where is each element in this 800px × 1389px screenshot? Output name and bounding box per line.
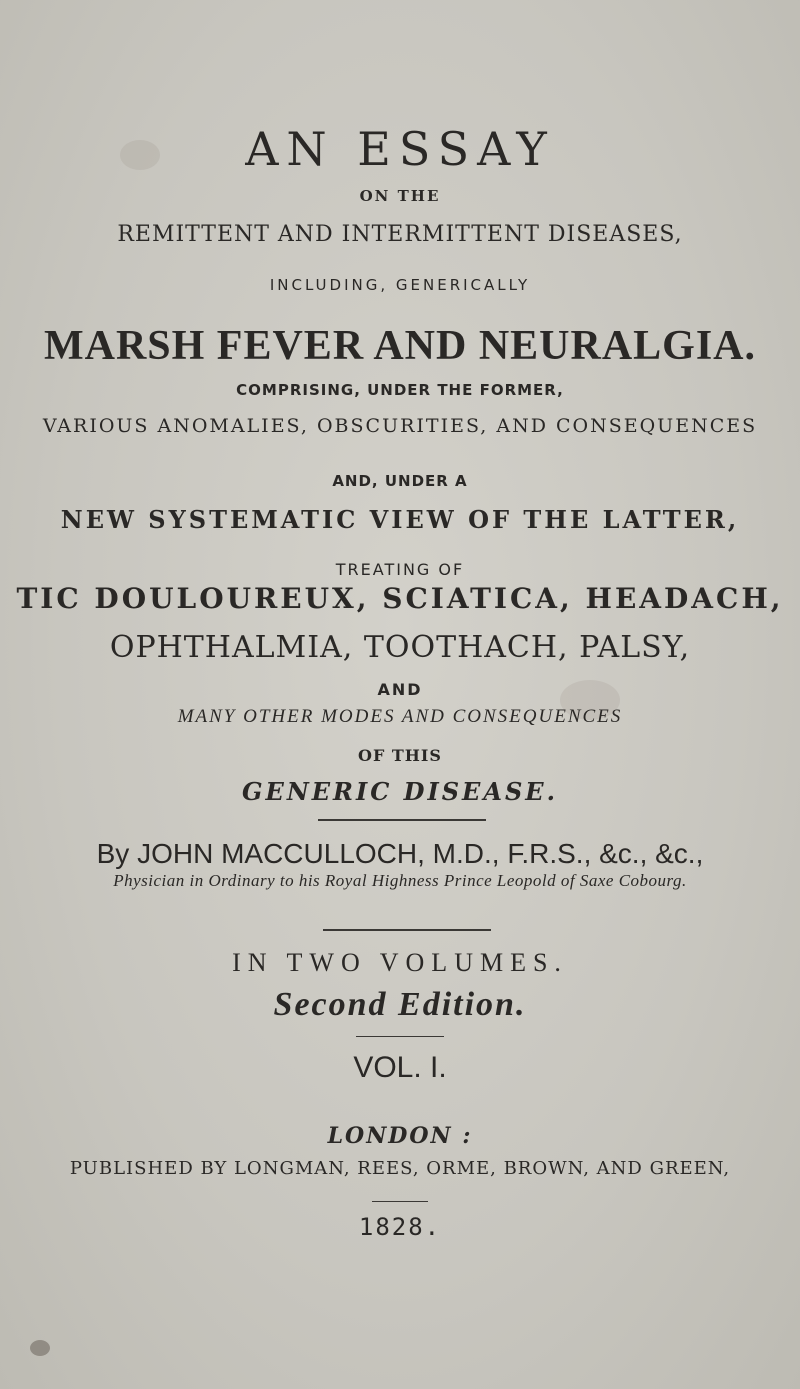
city-text: LONDON : [327, 1123, 473, 1149]
comprising-text: COMPRISING, UNDER THE FORMER, [236, 381, 564, 399]
paper-stain [30, 1340, 50, 1356]
author-line: By JOHN MACCULLOCH, M.D., F.R.S., &c., &c., [96, 838, 704, 869]
divider-rule [323, 929, 491, 931]
volumes-text: IN TWO VOLUMES. [232, 948, 568, 977]
including-text: INCLUDING, GENERICALLY [269, 276, 531, 294]
publisher-text: PUBLISHED BY LONGMAN, REES, ORME, BROWN, AND GREEN, [69, 1158, 731, 1179]
anomalies-text: VARIOUS ANOMALIES, OBSCURITIES, AND CONSEQUENCES [42, 415, 758, 437]
conditions-line-2: OPHTHALMIA, TOOTHACH, PALSY, [109, 630, 691, 665]
divider-rule [318, 819, 486, 821]
treating-of-text: TREATING OF [335, 560, 465, 579]
of-this-text: OF THIS [358, 746, 442, 765]
divider-rule [372, 1201, 428, 1202]
volume-number: VOL. I. [353, 1051, 447, 1084]
book-title: AN ESSAY [245, 122, 555, 176]
divider-rule [356, 1036, 444, 1037]
and-under-text: AND, UNDER A [332, 472, 468, 490]
generic-disease-text: GENERIC DISEASE. [242, 777, 558, 806]
edition-text: Second Edition. [273, 986, 527, 1023]
publication-year: 1828. [358, 1213, 442, 1241]
author-position: Physician in Ordinary to his Royal Highness Prince Leopold of Saxe Cobourg. [113, 871, 687, 890]
new-view-text: NEW SYSTEMATIC VIEW OF THE LATTER, [60, 505, 740, 534]
other-modes-text: MANY OTHER MODES AND CONSEQUENCES [177, 706, 623, 727]
on-the-text: ON THE [359, 187, 441, 205]
and-text: AND [377, 680, 423, 699]
main-subject: MARSH FEVER AND NEURALGIA. [43, 323, 757, 369]
conditions-line-1: TIC DOULOUREUX, SCIATICA, HEADACH, [16, 582, 784, 615]
subject-line: REMITTENT AND INTERMITTENT DISEASES, [117, 222, 683, 247]
